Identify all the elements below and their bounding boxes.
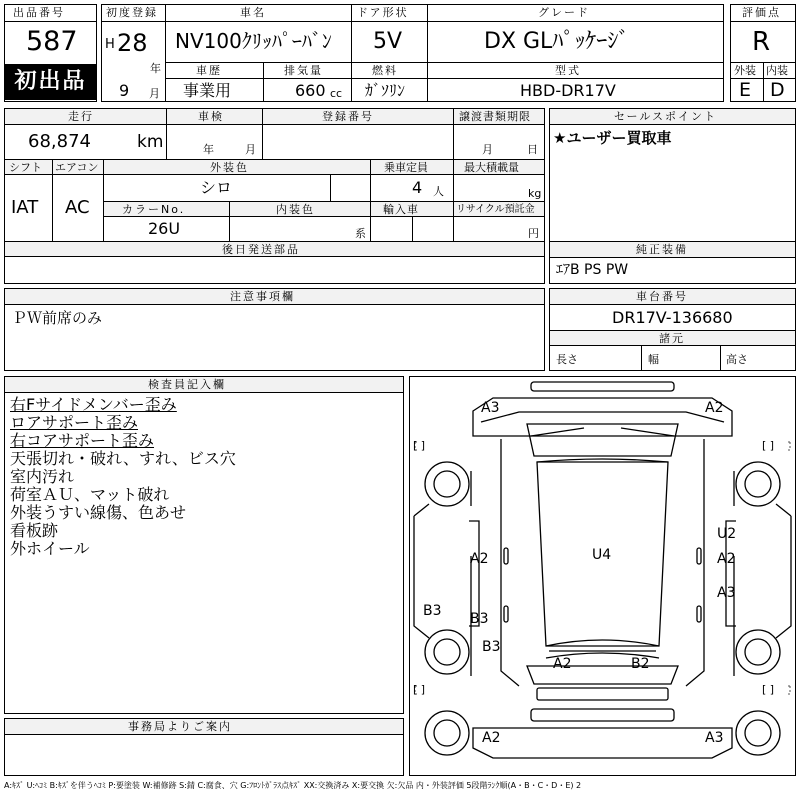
bracket-mark: [ ] — [762, 683, 775, 696]
recycle-label: リサイクル預託金 — [456, 204, 535, 215]
damage-mark: A2 — [482, 730, 501, 746]
inspector-note: 天張切れ・破れ、すれ、ビス穴 — [10, 449, 236, 468]
length-label: 長さ — [556, 353, 578, 366]
model-code: HBD-DR17V — [520, 81, 616, 100]
mileage: 68,874 — [28, 131, 91, 152]
model-label: 型式 — [555, 64, 581, 77]
dims-label: 諸元 — [659, 332, 685, 345]
color-no: 26U — [148, 219, 181, 238]
ext-color-label: 外装色 — [210, 161, 249, 174]
damage-mark: A2 — [470, 551, 489, 567]
damage-mark: A2 — [717, 551, 736, 567]
bracket-mark: [ ] — [762, 439, 775, 452]
lot-number-label: 出品番号 — [13, 6, 65, 19]
inspection-month-unit: 月 — [245, 143, 256, 156]
capacity-label: 乗車定員 — [384, 161, 428, 174]
int-color-unit: 系 — [355, 227, 366, 240]
chassis-number: DR17V-136680 — [612, 308, 733, 327]
caution-note: ＰＷ前席のみ — [12, 309, 103, 327]
lot-number: 587 — [26, 26, 78, 57]
office-label: 事務局よりご案内 — [128, 720, 232, 733]
mileage-unit: km — [137, 132, 164, 152]
capacity-unit: 人 — [433, 185, 444, 198]
door-label: ドア形状 — [357, 6, 409, 19]
damage-mark: A2 — [705, 400, 724, 416]
damage-mark: U2 — [717, 526, 737, 542]
exterior-grade: E — [739, 79, 752, 101]
exterior-label: 外装 — [734, 64, 756, 77]
damage-mark: U4 — [592, 547, 612, 563]
import-label: 輸入車 — [383, 203, 419, 216]
month-unit: 月 — [149, 87, 160, 100]
ac-label: エアコン — [55, 161, 99, 174]
displacement: 660 — [295, 81, 326, 100]
ext-color: シロ — [200, 178, 233, 197]
car-name-label: 車名 — [240, 6, 266, 19]
inspection-label: 車検 — [198, 110, 224, 123]
reg-month: 9 — [119, 81, 130, 100]
fuel-label: 燃料 — [372, 64, 398, 77]
displacement-label: 排気量 — [284, 64, 323, 77]
damage-mark: B3 — [470, 611, 489, 627]
inspector-note: ロアサポート歪み — [10, 413, 139, 432]
inspector-note: 外ホイール — [10, 539, 90, 558]
first-listing-badge: 初出品 — [5, 64, 96, 100]
shift-label: シフト — [9, 161, 42, 174]
interior-grade: D — [770, 79, 785, 101]
grade: DX GLﾊﾟｯｹｰｼﾞ — [484, 29, 630, 54]
inspector-note: 外装うすい線傷、色あせ — [10, 503, 187, 522]
damage-mark: B2 — [631, 656, 650, 672]
interior-label: 内装 — [766, 64, 788, 77]
inspector-note: 右Fサイドメンバー歪み — [10, 395, 177, 414]
later-parts-label: 後日発送部品 — [222, 243, 300, 256]
equipment: ｴｱB PS PW — [556, 262, 629, 278]
max-load-unit: kg — [528, 187, 542, 200]
max-load-label: 最大積載量 — [464, 161, 519, 174]
history-label: 車歴 — [196, 64, 222, 77]
fuel: ｶﾞｿﾘﾝ — [365, 81, 406, 100]
damage-mark: B3 — [423, 603, 442, 619]
equipment-label: 純正装備 — [636, 243, 688, 256]
damage-mark: A3 — [717, 585, 736, 601]
overall-score: R — [752, 27, 771, 57]
mileage-label: 走行 — [68, 110, 94, 123]
inspector-note: 看板跡 — [10, 521, 59, 540]
legend: A:ｷｽﾞ U:ﾍｺﾐ B:ｷｽﾞを伴うﾍｺﾐ P:要塗装 W:補修跡 S:錆 C:腐食、穴 G:ﾌﾛﾝﾄｶﾞﾗｽ点ｷｽﾞ XX:交換済み X:要交換 欠:欠品 内・外装評価 5段階ﾗﾝｸ順(A・B・C・D・E) 2 — [4, 781, 582, 790]
bracket-mark: [ ] — [413, 683, 426, 696]
int-color-label: 内装色 — [276, 203, 315, 216]
displacement-unit: cc — [330, 87, 343, 100]
shift: IAT — [11, 197, 39, 218]
damage-mark: B3 — [482, 639, 501, 655]
inspection-year-unit: 年 — [203, 143, 214, 156]
capacity: 4 — [412, 178, 423, 197]
inspector-note: 右コアサポート歪み — [10, 431, 155, 450]
damage-mark: A3 — [481, 400, 500, 416]
inspector-note: 荷室ＡＵ、マット破れ — [10, 485, 170, 504]
sales-point: ★ユーザー買取車 — [553, 129, 672, 147]
door-type: 5V — [373, 29, 403, 54]
bracket-mark: [ ] — [413, 439, 426, 452]
recycle-unit: 円 — [528, 227, 539, 240]
ac: AC — [65, 197, 90, 218]
grade-label: グレード — [538, 6, 590, 19]
first-reg-label: 初度登録 — [106, 6, 158, 19]
era-prefix: H — [105, 37, 115, 52]
inspector-label: 検査員記入欄 — [148, 378, 226, 391]
chassis-label: 車台番号 — [636, 290, 688, 303]
year-unit: 年 — [150, 62, 161, 75]
reg-number-label: 登録番号 — [322, 110, 374, 123]
vehicle-outline-diagram — [409, 376, 796, 776]
reg-year: 28 — [117, 29, 148, 57]
damage-mark: A2 — [553, 656, 572, 672]
inspector-note: 室内汚れ — [10, 467, 75, 486]
score-label: 評価点 — [742, 6, 781, 19]
car-name: NV100ｸﾘｯﾊﾟｰﾊﾞﾝ — [175, 29, 332, 53]
width-label: 幅 — [648, 353, 659, 366]
height-label: 高さ — [726, 353, 748, 366]
sales-point-label: セールスポイント — [614, 110, 718, 123]
damage-mark: A3 — [705, 730, 724, 746]
transfer-label: 譲渡書類期限 — [459, 110, 531, 123]
caution-label: 注意事項欄 — [230, 290, 295, 303]
transfer-day-unit: 日 — [527, 143, 538, 156]
color-no-label: カラーNo. — [122, 203, 186, 216]
inspector-notes — [10, 396, 236, 558]
transfer-month-unit: 月 — [482, 143, 493, 156]
history: 事業用 — [183, 81, 232, 100]
